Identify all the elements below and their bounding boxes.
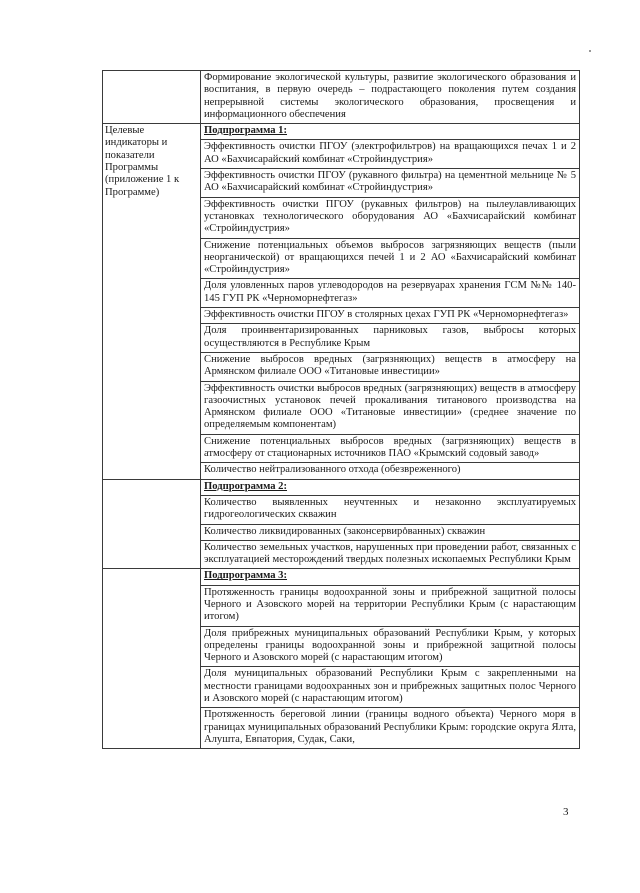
sub3-indicator: Доля прибрежных муниципальных образований Республики Крым, у которых определены границы водоохранной зоны и прибрежной защитной полосы Черного и Азовского морей (с нарастающим итогом) <box>201 626 580 667</box>
sub1-indicator: Доля проинвентаризированных парниковых газов, выбросы которых осуществляются в Республике Крым <box>201 324 580 353</box>
goal-left-cell <box>103 71 201 124</box>
sub1-indicator: Эффективность очистки выбросов вредных (загрязняющих) веществ в атмосферу газоочистных установок печей прокаливания титанового производства на Армянском филиале ООО «Титановые инвестиции» (среднее значение по определяемым компонентам) <box>201 381 580 434</box>
indicators-label: Целевые индикаторы и показатели Программы (приложение 1 к Программе) <box>103 124 201 479</box>
page-number: 3 <box>563 806 569 818</box>
sub1-indicator: Снижение потенциальных выбросов вредных (загрязняющих) веществ в атмосферу от стационарных источников ПАО «Крымский содовый завод» <box>201 434 580 463</box>
program-passport-table <box>102 70 580 749</box>
sub3-indicator: Протяженность границы водоохранной зоны и прибрежной защитной полосы Черного и Азовского морей на территории Республики Крым (с нарастающим итогом) <box>201 585 580 626</box>
sub3-indicator: Протяженность береговой линии (границы водного объекта) Черного моря в границах муниципальных образований Республики Крым: городские округа Ялта, Алушта, Евпатория, Судак, Саки, <box>201 708 580 749</box>
sub2-heading-row <box>103 479 580 495</box>
sub2-heading: Подпрограмма 2: <box>201 479 580 495</box>
sub1-indicator: Эффективность очистки ПГОУ (рукавных фильтров) на пылеулавливающих установках технологического оборудования АО «Бахчисарайский комбинат «Стройиндустрия» <box>201 197 580 238</box>
sub2-indicator: Количество выявленных неучтенных и незаконно эксплуатируемых гидрогеологических скважин <box>201 495 580 524</box>
sub1-indicator: Эффективность очистки ПГОУ (электрофильтров) на вращающихся печах 1 и 2 АО «Бахчисарайский комбинат «Стройиндустрия» <box>201 140 580 169</box>
sub1-indicator: Снижение выбросов вредных (загрязняющих) веществ в атмосферу на Армянском филиале ООО «Титановые инвестиции» <box>201 352 580 381</box>
sub1-indicator: Доля уловленных паров углеводородов на резервуарах хранения ГСМ №№ 140-145 ГУП РК «Черноморнефтегаз» <box>201 279 580 308</box>
sub3-left-cell <box>103 569 201 749</box>
sub1-indicator: Снижение потенциальных объемов выбросов загрязняющих веществ (пыли неорганической) от вращающихся печей 1 и 2 АО «Бахчисарайский комбинат «Стройиндустрия» <box>201 238 580 279</box>
sub2-left-cell <box>103 479 201 569</box>
sub3-heading: Подпрограмма 3: <box>201 569 580 585</box>
goal-text: Формирование экологической культуры, развитие экологического образования и воспитания, в первую очередь – подрастающего поколения путем создания непрерывной системы экологического образования, просвещения и информационного обеспечения <box>201 71 580 124</box>
sub1-heading-row <box>103 124 580 140</box>
sub3-heading-row <box>103 569 580 585</box>
sub2-indicator: Количество ликвидированных (законсервированных) скважин <box>201 524 580 540</box>
scan-speck <box>589 50 591 52</box>
goal-row <box>103 71 580 124</box>
sub2-indicator: Количество земельных участков, нарушенных при проведении работ, связанных с эксплуатацией месторождений твердых полезных ископаемых Республики Крым <box>201 540 580 569</box>
sub3-indicator: Доля муниципальных образований Республики Крым с закрепленными на местности границами водоохранных зон и прибрежных защитных полос Черного и Азовского морей (с нарастающим итогом) <box>201 667 580 708</box>
sub1-indicator: Эффективность очистки ПГОУ в столярных цехах ГУП РК «Черноморнефтегаз» <box>201 308 580 324</box>
sub1-indicator: Эффективность очистки ПГОУ (рукавного фильтра) на цементной мельнице № 5 АО «Бахчисарайский комбинат «Стройиндустрия» <box>201 169 580 198</box>
sub1-indicator: Количество нейтрализованного отхода (обезвреженного) <box>201 463 580 479</box>
sub1-heading: Подпрограмма 1: <box>201 124 580 140</box>
